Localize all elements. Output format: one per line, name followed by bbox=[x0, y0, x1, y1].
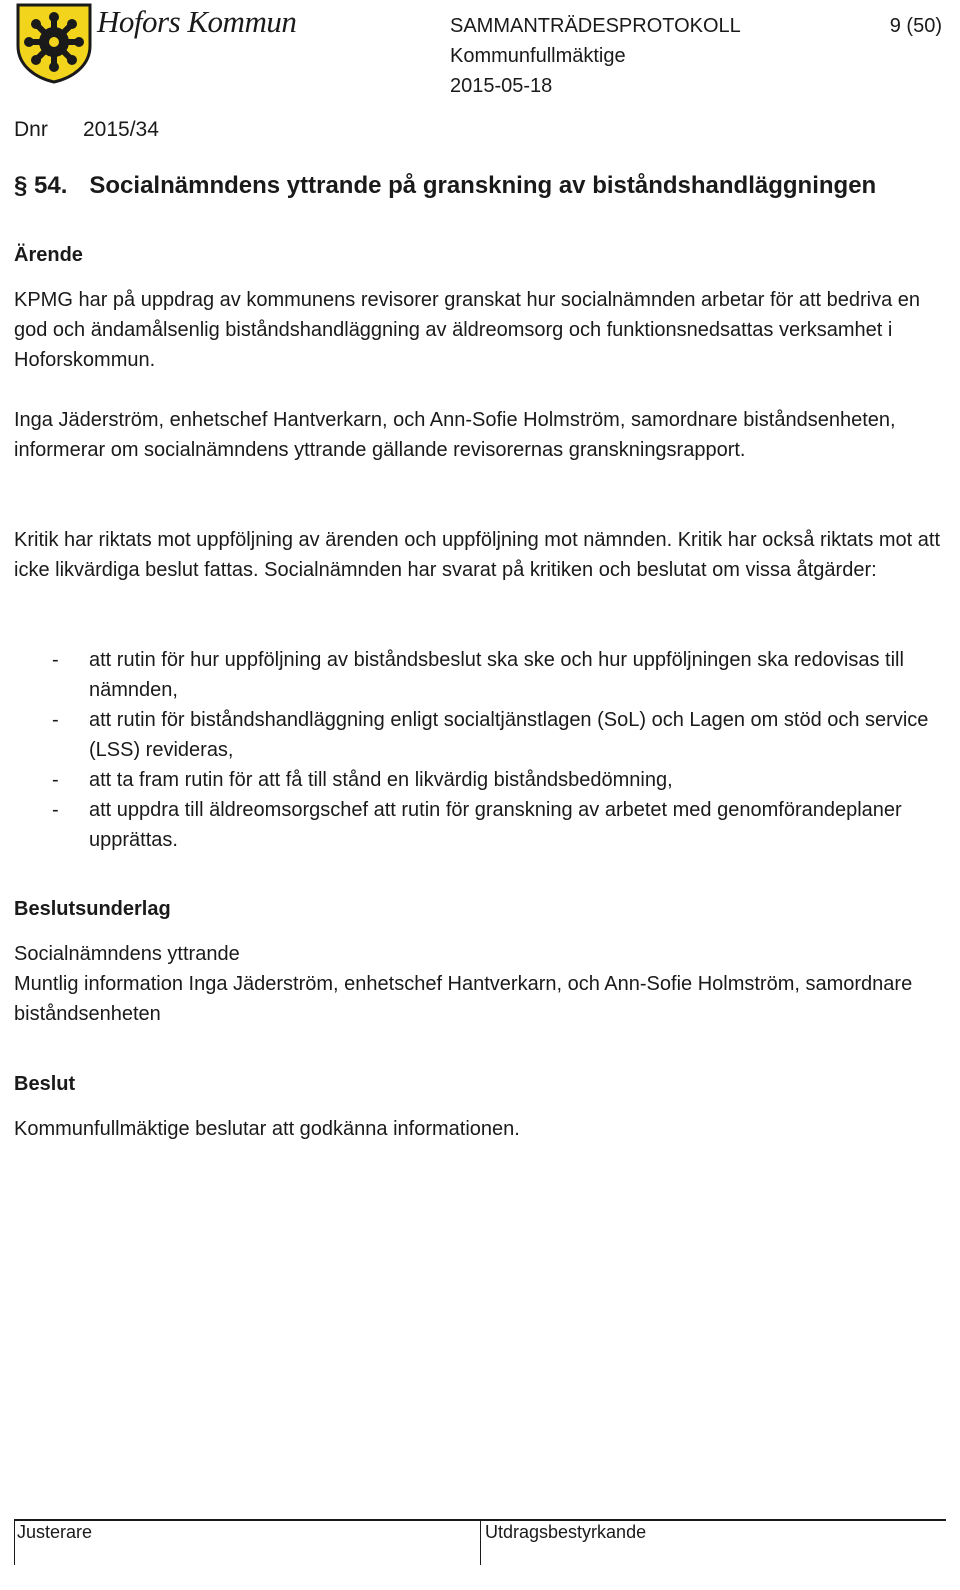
justerare-label: Justerare bbox=[17, 1522, 93, 1542]
beslut-text: Kommunfullmäktige beslutar att godkänna informationen. bbox=[14, 1118, 520, 1140]
list-item: - att uppdra till äldreomsorgschef att rutin för granskning av arbetet med genomförandeplaner upprättas. bbox=[52, 799, 902, 851]
beslutsunderlag-line-2: Muntlig information Inga Jäderström, enhetschef Hantverkarn, och Ann-Sofie Holmström, samordnare biståndsenheten bbox=[14, 973, 913, 1025]
dnr-value: 2015/34 bbox=[83, 118, 159, 141]
municipality-brand: Hofors Kommun bbox=[97, 4, 297, 39]
measures-list bbox=[14, 645, 944, 855]
meeting-body: Kommunfullmäktige bbox=[450, 45, 626, 67]
list-item: - att rutin för biståndshandläggning enligt socialtjänstlagen (SoL) och Lagen om stöd och service (LSS) revideras, bbox=[52, 709, 929, 761]
beslut-heading: Beslut bbox=[14, 1073, 76, 1095]
utdrag-box-border bbox=[480, 1519, 481, 1565]
meeting-date: 2015-05-18 bbox=[450, 75, 553, 97]
arende-paragraph-3: Kritik har riktats mot uppföljning av ärenden och uppföljning mot nämnden. Kritik har också riktats mot att icke likvärdiga beslut fattas. Socialnämnden har svarat på kritiken och beslutat om vissa åtgärder: bbox=[14, 529, 941, 581]
coat-of-arms-logo bbox=[14, 2, 94, 84]
page-number: 9 (50) bbox=[889, 15, 942, 37]
arende-heading: Ärende bbox=[14, 244, 83, 266]
section-title-text: Socialnämndens yttrande på granskning av biståndshandläggningen bbox=[89, 172, 877, 199]
arende-paragraph-2: Inga Jäderström, enhetschef Hantverkarn, och Ann-Sofie Holmström, samordnare biståndsenheten, informerar om socialnämndens yttrande gällande revisorernas granskningsrapport. bbox=[14, 409, 896, 461]
section-title bbox=[14, 172, 876, 200]
beslutsunderlag-heading: Beslutsunderlag bbox=[14, 898, 171, 920]
justerare-box-border bbox=[14, 1519, 15, 1565]
document-type: SAMMANTRÄDESPROTOKOLL bbox=[450, 15, 741, 37]
arende-paragraph-1: KPMG har på uppdrag av kommunens revisorer granskat hur socialnämnden arbetar för att bedriva en god och ändamålsenlig biståndshandläggning av äldreomsorg och funktionsnedsattas verksamhet i Hoforskommun. bbox=[14, 289, 921, 371]
beslutsunderlag-line-1: Socialnämndens yttrande bbox=[14, 943, 240, 965]
list-item: - att ta fram rutin för att få till stånd en likvärdig biståndsbedömning, bbox=[52, 769, 673, 791]
dnr-label: Dnr bbox=[14, 118, 48, 141]
utdragsbestyrkande-label: Utdragsbestyrkande bbox=[485, 1522, 647, 1542]
section-symbol: § 54. bbox=[14, 172, 68, 199]
list-item: - att rutin för hur uppföljning av biståndsbeslut ska ske och hur uppföljningen ska redovisas till nämnden, bbox=[52, 649, 904, 701]
